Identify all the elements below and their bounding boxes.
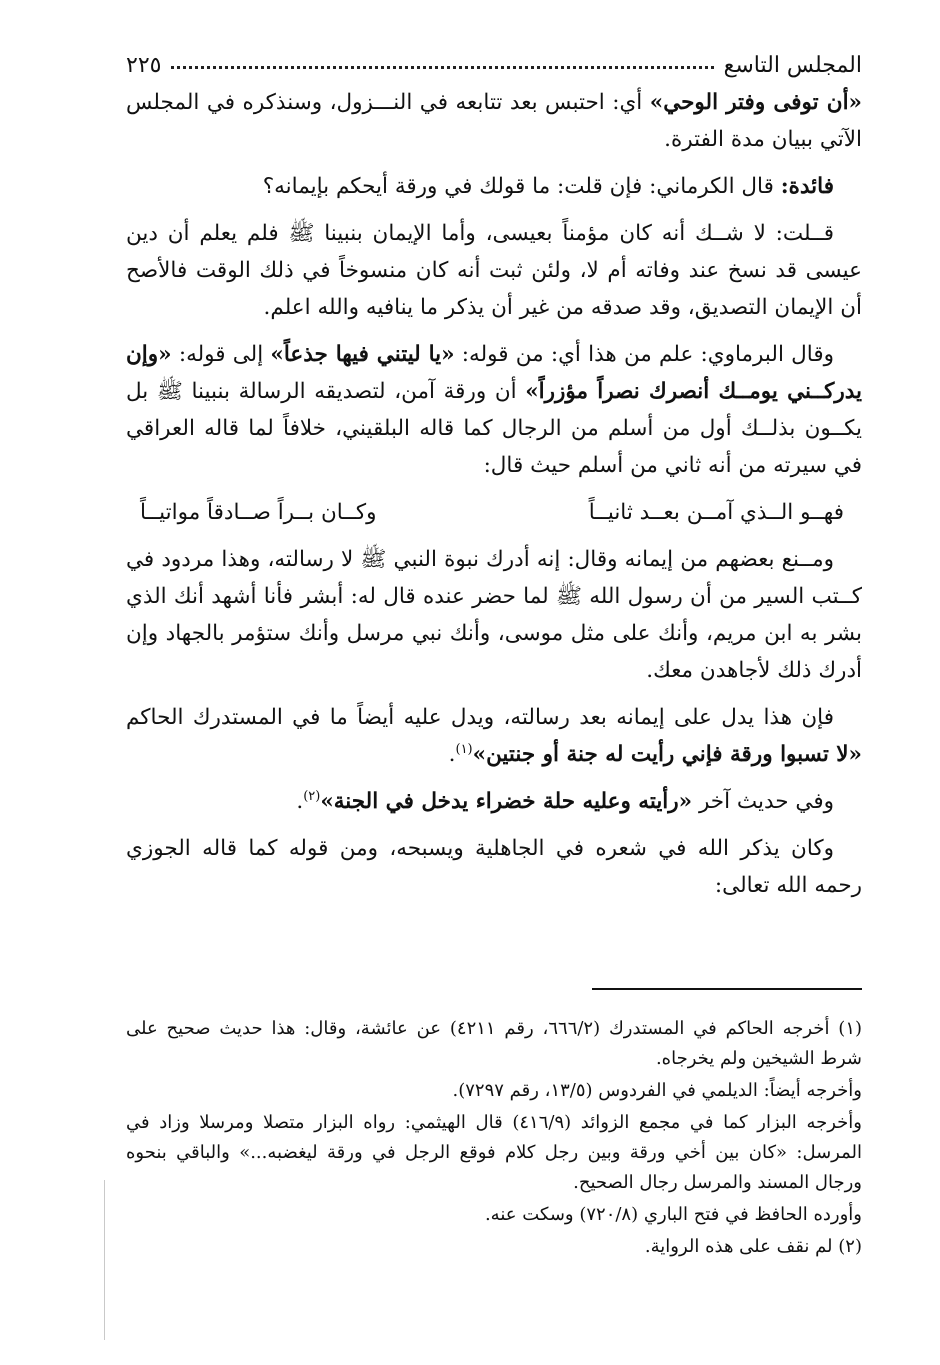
- chapter-title: المجلس التاسع: [723, 53, 862, 78]
- footnote-line: وأخرجه أيضاً: الديلمي في الفردوس (١٣/٥، رقم ٧٢٩٧).: [452, 1080, 862, 1101]
- paragraph-7: [126, 783, 862, 820]
- paragraph-5: ومــنع بعضهم من إيمانه وقال: إنه أدرك نبوة النبي ﷺ لا رسالته، وهذا مردود في كــتب السير من أن رسول الله ﷺ لما حضر عنده قال له: أبشر فأنا أشهد أنك الذي بشر به ابن مريم، وأنك على مثل موسى، وأنك نبي مرسل وأنك ستؤمر بالجهاد وإن أدرك ذلك لأجاهدن معك.: [126, 547, 862, 683]
- footnote-line: وأورده الحافظ في فتح الباري (٧٢٠/٨) وسكت عنه.: [484, 1204, 862, 1225]
- footnote-separator: [592, 988, 862, 990]
- paragraph-text: وفي حديث آخر: [692, 789, 834, 814]
- paragraph-text: أن ورقة آمن، لتصديقه الرسالة بنبينا ﷺ بل يكــون بذلــك أول من أسلم من الرجال كما قاله البلقيني، خلافاً لما قاله العراقي في سيرته من أنه ثاني من أسلم حيث قال:: [126, 379, 862, 478]
- paragraph-end: .: [296, 789, 304, 814]
- paragraph-text: قال الكرماني: فإن قلت: ما قولك في ورقة أيحكم بإيمانه؟: [262, 174, 781, 199]
- running-header: [126, 38, 862, 78]
- paragraph-text: فإن هذا يدل على إيمانه بعد رسالته، ويدل عليه أيضاً ما في المستدرك الحاكم: [126, 705, 834, 730]
- main-text: [126, 84, 862, 914]
- paragraph-3: قــلت: لا شــك أنه كان مؤمناً بعيسى، وأما الإيمان بنبينا ﷺ فلم يعلم أن دين عيسى قد نسخ عند وفاته أم لا، ولئن ثبت أنه كان منسوخاً في ذلك الوقت فالأصح أن الإيمان التصديق، وقد صدقه من غير أن يذكر ما ينافيه والله اعلم.: [126, 221, 862, 320]
- footnote-ref-2[interactable]: (٢): [303, 788, 321, 804]
- footnote-line: (١) أخرجه الحاكم في المستدرك (٦٦٦/٢، رقم ٤٢١١) عن عائشة، وقال: هذا حديث صحيح على شرط الشيخين ولم يخرجاه.: [126, 1018, 863, 1069]
- paragraph-text: وقال البرماوي: علم من هذا أي: من قوله:: [454, 342, 834, 367]
- page-number: ٢٢٥: [126, 53, 162, 78]
- dotted-leader: [171, 66, 713, 69]
- poetry-verse: [126, 494, 862, 531]
- quote-bold: «لا تسبوا ورقة فإني رأيت له جنة أو جنتين»: [472, 742, 862, 767]
- quote-bold: «رأيته وعليه حلة خضراء يدخل في الجنة»: [320, 789, 693, 814]
- paragraph-text: أي: احتبس بعد تتابعه في النـــزول، وسنذكره في المجلس الآتي ببيان مدة الفترة.: [126, 90, 862, 152]
- paragraph-end: .: [448, 742, 456, 767]
- quote-bold: «أن توفى وفتر الوحي»: [649, 90, 862, 115]
- scan-margin-line: [104, 1180, 105, 1340]
- paragraph-4: [126, 336, 862, 484]
- paragraph-6: [126, 699, 862, 773]
- quote-bold: «يا ليتني فيها جذعاً»: [270, 342, 455, 367]
- paragraph-8: وكان يذكر الله في شعره في الجاهلية ويسبحه، ومن قوله كما قاله الجوزي رحمه الله تعالى:: [126, 836, 862, 898]
- quote-bold: «وإن يدركــني يومــك أنصرك نصراً مؤزراً»: [126, 342, 862, 404]
- paragraph-1: [126, 84, 862, 158]
- footnotes: [126, 1014, 862, 1264]
- footnote-ref-1[interactable]: (١): [455, 741, 473, 757]
- footnote-line: وأخرجه البزار كما في مجمع الزوائد (٤١٦/٩) قال الهيثمي: رواه البزار متصلا ومرسلا وزاد في المرسل: «كان بين أخي ورقة وبين رجل كلام فوقع الرجل في ورقة ليغضبه...» والباقي بنحوه ورجال المسند والمرسل رجال الصحيح.: [126, 1112, 862, 1193]
- paragraph-text: إلى قوله:: [171, 342, 271, 367]
- note-label: فائدة:: [780, 174, 834, 199]
- paragraph-2: [126, 168, 862, 205]
- verse-first-hemistich: فهــو الــذي آمــن بعــد ثانيــاً: [588, 500, 844, 525]
- footnote-line: (٢) لم نقف على هذه الرواية.: [644, 1236, 862, 1257]
- verse-second-hemistich: وكــان بــراً صــادقاً مواتيــاً: [140, 500, 377, 525]
